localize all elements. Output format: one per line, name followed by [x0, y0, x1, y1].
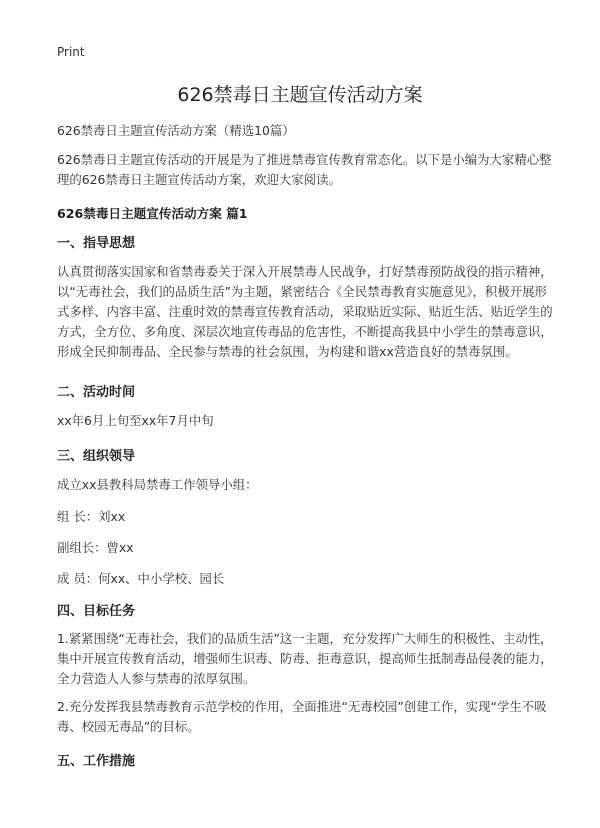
guiding-thought-paragraph: 认真贯彻落实国家和省禁毒委关于深入开展禁毒人民战争，打好禁毒预防战役的指示精神，以“无毒社会，我们的品质生活”为主题，紧密结合《全民禁毒教育实施意见》，积极开展形式多样、内容丰富、注重时效的禁毒宣传教育活动，采取贴近实际、贴近生活、贴近学生的方式，全方位、多角度、深层次地宣传毒品的危害性，不断提高我县中小学生的禁毒意识，形成全民抑制毒品、全民参与禁毒的社会氛围，为构建和谐xx营造良好的禁毒氛围。	[57, 264, 553, 359]
print-label[interactable]: Print	[57, 45, 85, 59]
section-heading-organization: 三、组织领导	[57, 449, 136, 464]
goal-item-2: 2.充分发挥我县禁毒教育示范学校的作用，全面推进“无毒校园”创建工作，实现“学生不吸毒、校园无毒品”的目标。	[57, 699, 547, 734]
goal-item-1: 1.紧紧围绕“无毒社会，我们的品质生活”这一主题，充分发挥广大师生的积极性、主动性，集中开展宣传教育活动，增强师生识毒、防毒、拒毒意识，提高师生抵制毒品侵袭的能力，全力营造人人参与禁毒的浓厚氛围。	[57, 631, 553, 686]
activity-time-text: xx年6月上旬至xx年7月中旬	[57, 413, 214, 428]
organization-deputy: 副组长：曾xx	[57, 540, 134, 555]
organization-leader: 组 长：刘xx	[57, 509, 126, 524]
intro-paragraph: 626禁毒日主题宣传活动的开展是为了推进禁毒宣传教育常态化。以下是小编为大家精心整理的626禁毒日主题宣传活动方案，欢迎大家阅读。	[57, 152, 552, 187]
organization-members: 成 员：何xx、中小学校、园长	[57, 571, 225, 586]
section-heading-activity-time: 二、活动时间	[57, 385, 136, 400]
section-heading-measures: 五、工作措施	[57, 754, 136, 769]
organization-line-1: 成立xx县教科局禁毒工作领导小组：	[57, 477, 258, 492]
document-subtitle: 626禁毒日主题宣传活动方案（精选10篇）	[57, 123, 295, 138]
section-heading-guiding-thought: 一、指导思想	[57, 236, 136, 251]
article-heading: 626禁毒日主题宣传活动方案 篇1	[57, 206, 248, 221]
section-heading-goals: 四、目标任务	[57, 604, 136, 619]
document-title: 626禁毒日主题宣传活动方案	[177, 84, 423, 106]
